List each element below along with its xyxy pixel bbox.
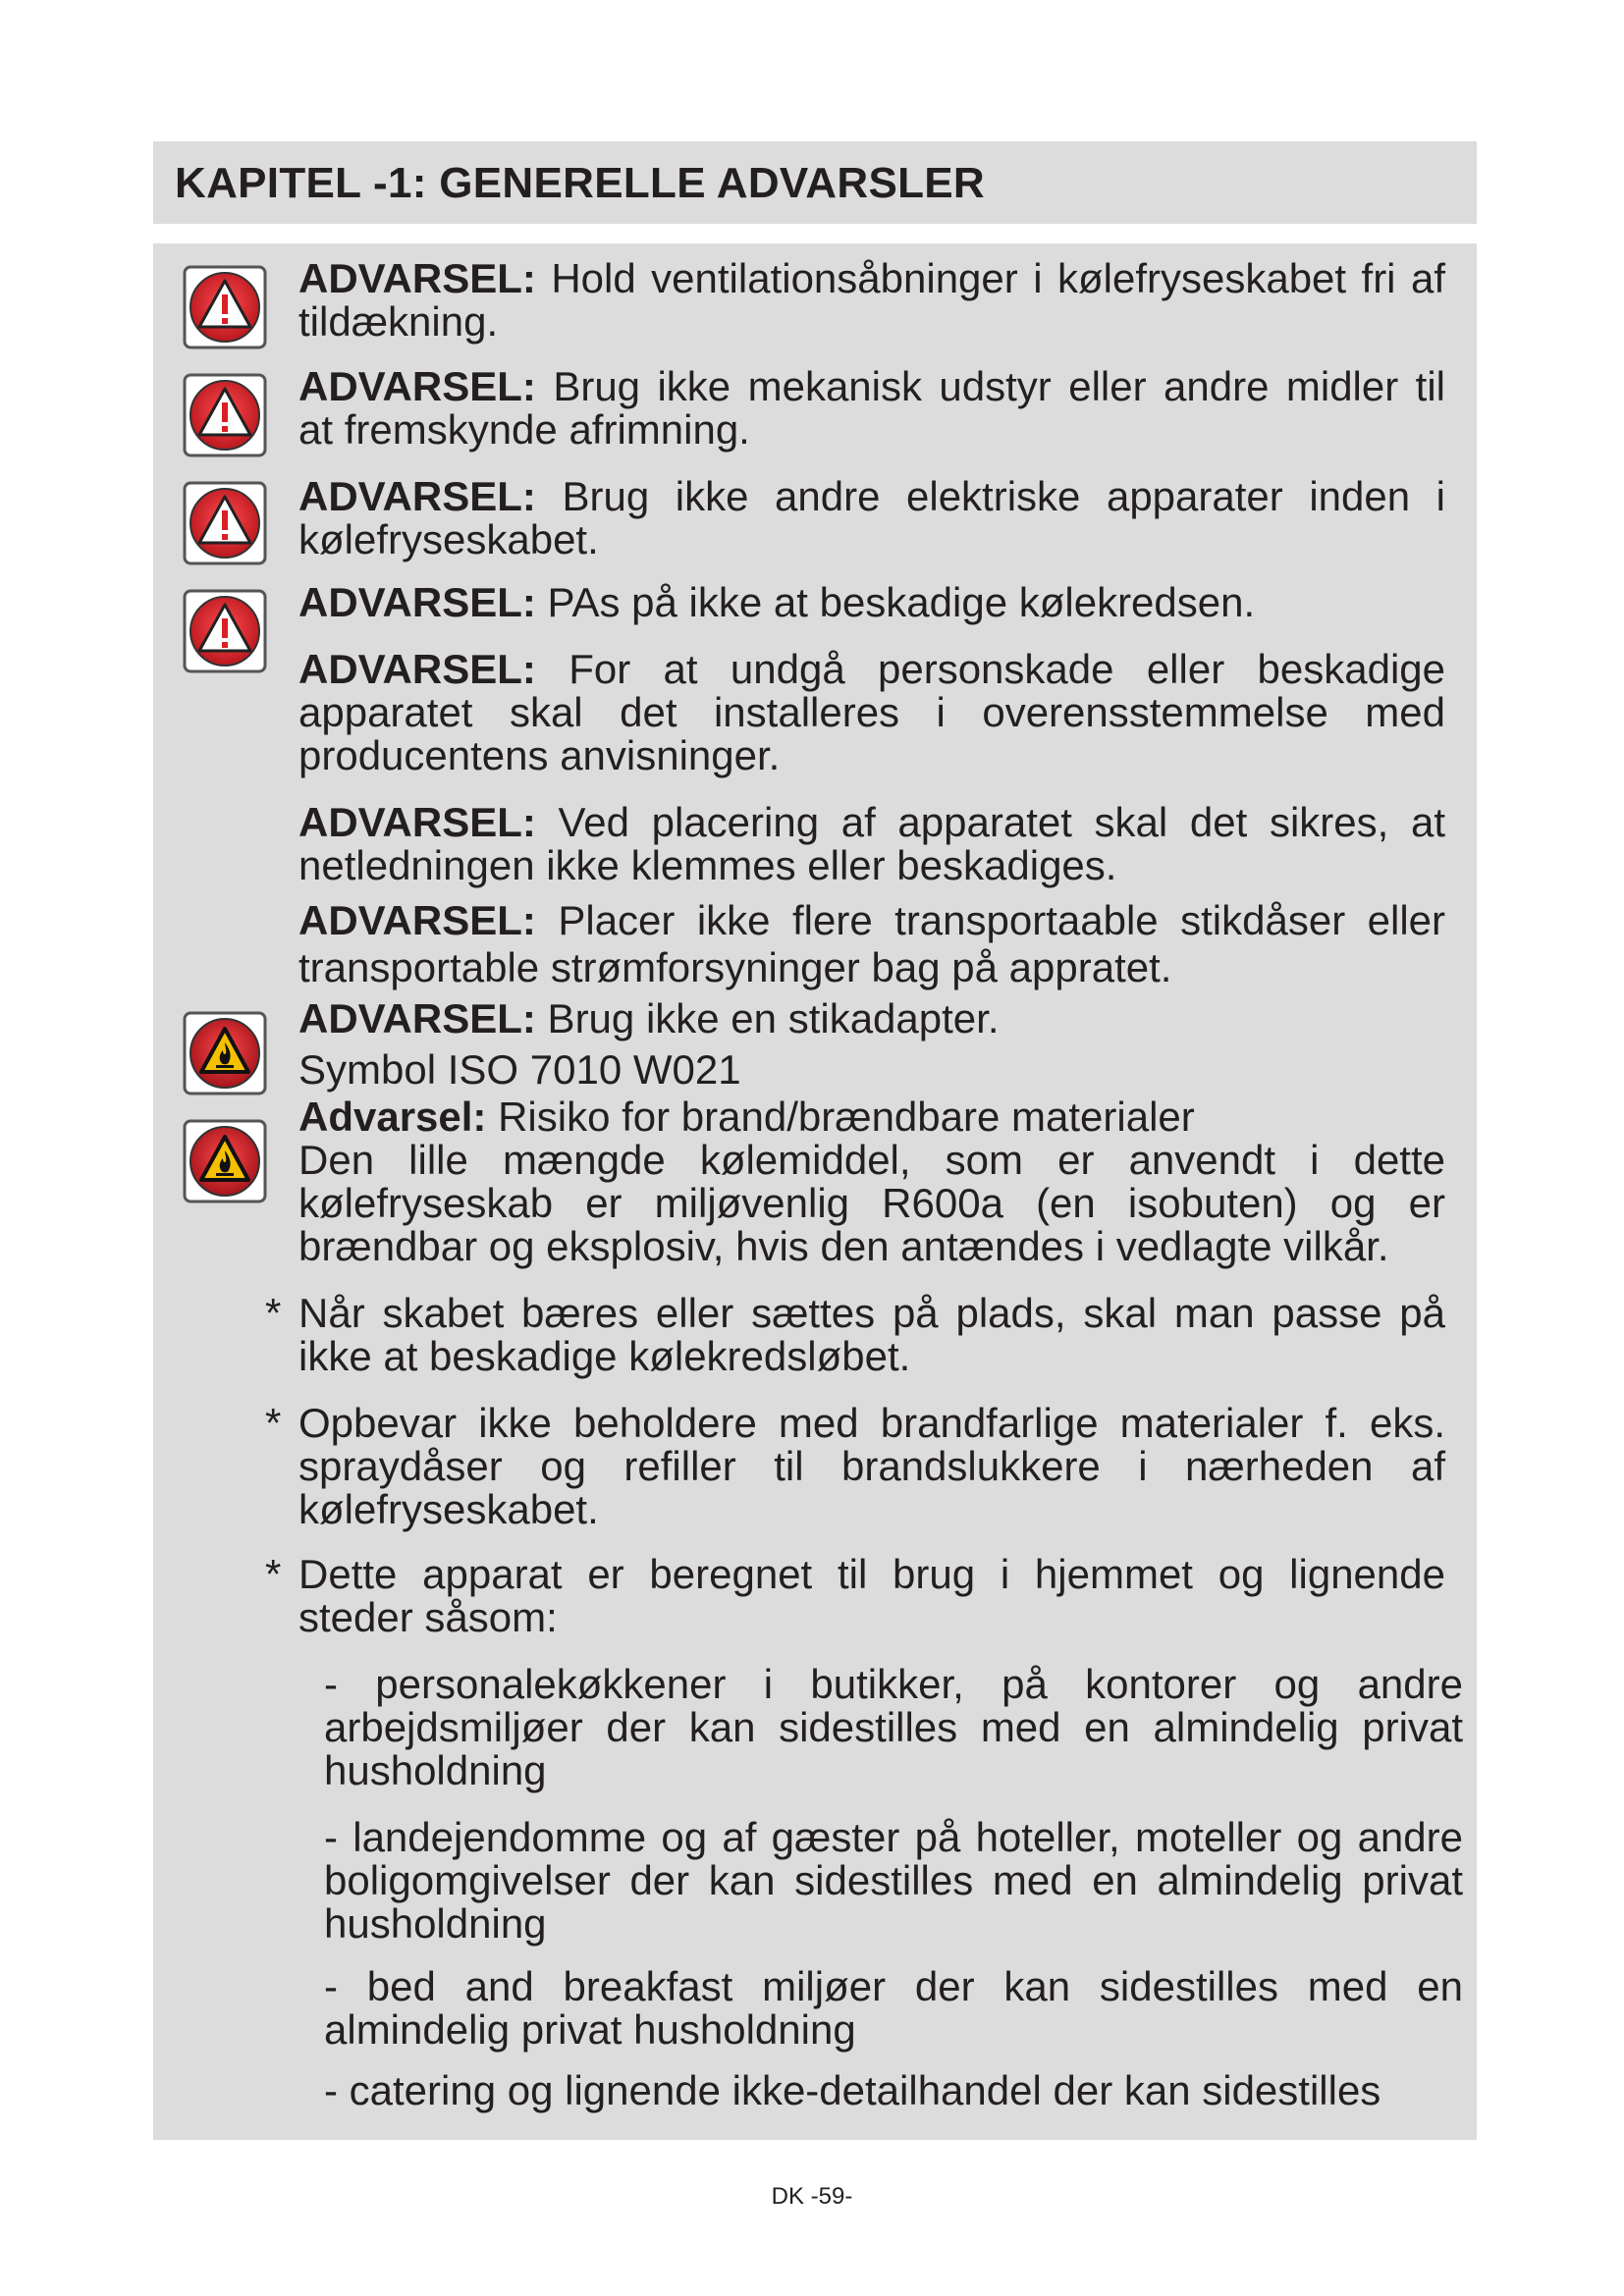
warning-body: Ved placering af apparatet skal det sikres, at netledningen ikke klemmes eller beskadiges. <box>298 799 1445 888</box>
symbol-line: Symbol ISO 7010 W021 <box>298 1046 741 1093</box>
fire-warning <box>298 1095 1445 1139</box>
chapter-header <box>153 141 1477 224</box>
bullet-item: Opbevar ikke beholdere med brandfarlige materialer f. eks. spraydåser og refiller til brandslukkere i nærheden af kølefryseskabet. <box>298 1400 1445 1532</box>
warning-label: ADVARSEL: <box>298 255 536 301</box>
refrigerant-text: Den lille mængde kølemiddel, som er anvendt i dette kølefryseskab er miljøvenlig R600a (en isobuten) og er brændbar og eksplosiv, hvis den antændes i vedlagte vilkår. <box>298 1137 1445 1269</box>
sub-item: - bed and breakfast miljøer der kan sidestilles med en almindelig privat husholdning <box>324 1963 1463 2053</box>
warning-body: Brug ikke mekanisk udstyr eller andre midler til at fremskynde afrimning. <box>298 363 1445 453</box>
warning-exclamation-icon <box>183 265 267 349</box>
warning-text <box>298 648 1445 777</box>
warning-body: PAs på ikke at beskadige kølekredsen. <box>535 579 1256 625</box>
bullet-marker: * <box>265 1290 282 1336</box>
flammable-warning-icon <box>183 1119 267 1203</box>
bullet-item: Dette apparat er beregnet til brug i hjemmet og lignende steder såsom: <box>298 1551 1445 1640</box>
flammable-warning-icon <box>183 1011 267 1095</box>
warning-exclamation-icon <box>183 373 267 457</box>
warning-body: Brug ikke andre elektriske apparater inden i kølefryseskabet. <box>298 473 1445 562</box>
sub-item: - catering og lignende ikke-detailhandel der kan sidestilles <box>324 2067 1381 2113</box>
warning-text <box>298 365 1445 452</box>
bullet-marker: * <box>265 1400 282 1446</box>
chapter-title: KAPITEL -1: GENERELLE ADVARSLER <box>175 159 985 207</box>
warning-text <box>298 801 1445 887</box>
warning-label: ADVARSEL: <box>298 897 536 943</box>
sub-item: - personalekøkkener i butikker, på kontorer og andre arbejdsmiljøer der kan sidestilles med en almindelig privat husholdning <box>324 1661 1463 1793</box>
warning-text <box>298 475 1445 561</box>
warning-text <box>298 897 1445 991</box>
warning-body: Brug ikke en stikadapter. <box>535 995 1000 1041</box>
warning-label: ADVARSEL: <box>298 579 536 625</box>
warning-label: ADVARSEL: <box>298 363 536 409</box>
warning-body: Hold ventilationsåbninger i kølefryseskabet fri af tildækning. <box>298 255 1445 345</box>
warning-text <box>298 997 1445 1041</box>
warning-text <box>298 581 1445 624</box>
sub-item: - landejendomme og af gæster på hoteller, moteller og andre boligomgivelser der kan sidestilles med en almindelig privat husholdning <box>324 1814 1463 1947</box>
fire-warning-label: Advarsel: <box>298 1094 487 1140</box>
warning-body: Placer ikke flere transportaable stikdåser eller transportable strømforsyninger bag på appratet. <box>298 897 1445 990</box>
bullet-item: Når skabet bæres eller sættes på plads, skal man passe på ikke at beskadige kølekredsløbet. <box>298 1290 1445 1379</box>
fire-warning-body: Risiko for brand/brændbare materialer <box>486 1094 1195 1140</box>
bullet-marker: * <box>265 1551 282 1597</box>
warning-label: ADVARSEL: <box>298 646 536 692</box>
warning-label: ADVARSEL: <box>298 799 536 845</box>
warning-exclamation-icon <box>183 481 267 565</box>
warning-body: For at undgå personskade eller beskadige apparatet skal det installeres i overensstemmelse med producentens anvisninger. <box>298 646 1445 778</box>
warning-text <box>298 257 1445 344</box>
warning-exclamation-icon <box>183 589 267 673</box>
page-number: DK -59- <box>771 2183 853 2210</box>
warning-label: ADVARSEL: <box>298 473 536 519</box>
warning-label: ADVARSEL: <box>298 995 536 1041</box>
